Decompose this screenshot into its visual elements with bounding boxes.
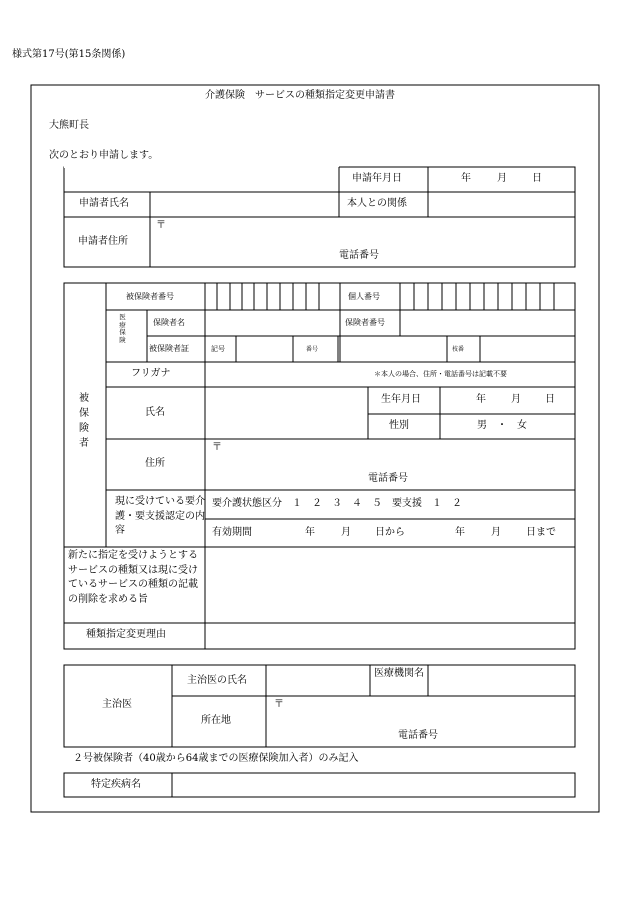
application-date-day[interactable]: 日 <box>532 173 542 184</box>
service-request-label: 新たに指定を受けようとするサービスの種類又は現に受けているサービスの種類の記載の削除を求める旨 <box>68 550 198 605</box>
physician-postal-mark: 〒 <box>274 699 284 710</box>
personal-number-label: 個人番号 <box>348 292 380 301</box>
insurer-name-label: 保険者名 <box>153 318 185 327</box>
birthdate-label: 生年月日 <box>381 394 421 405</box>
medical-insurance-label: 医療保険 <box>119 313 126 344</box>
specific-disease-note: ２号被保険者（40歳から64歳までの医療保険加入者）のみ記入 <box>73 753 359 764</box>
medical-institution-label: 医療機関名 <box>374 668 424 679</box>
furigana-note: ＊本人の場合、住所・電話番号は記載不要 <box>374 370 507 378</box>
insured-section-label: 被保険者 <box>79 393 89 449</box>
relation-label: 本人との関係 <box>347 198 407 209</box>
number-label: 番号 <box>306 346 319 353</box>
form-number: 様式第17号(第15条関係) <box>12 49 126 60</box>
birth-day[interactable]: 日 <box>545 394 555 405</box>
branch-label: 枝番 <box>452 346 465 353</box>
physician-section-label: 主治医 <box>102 699 132 710</box>
insured-address-label: 住所 <box>145 458 165 469</box>
insured-card-label: 被保険者証 <box>149 344 189 353</box>
physician-location-label: 所在地 <box>201 715 231 726</box>
insured-name-label: 氏名 <box>145 407 165 418</box>
insured-phone-label: 電話番号 <box>368 473 408 484</box>
insured-postal-mark: 〒 <box>212 442 222 453</box>
application-date-label: 申請年月日 <box>352 173 402 184</box>
change-reason-label: 種類指定変更理由 <box>86 629 166 640</box>
validity-label: 有効期間 <box>212 527 252 538</box>
physician-phone-label: 電話番号 <box>398 730 438 741</box>
validity-year-2[interactable]: 年 <box>455 527 465 538</box>
document-title: 介護保険 サービスの種類指定変更申請書 <box>205 90 395 101</box>
intro-text: 次のとおり申請します。 <box>49 150 159 161</box>
applicant-address-label: 申請者住所 <box>78 236 128 247</box>
birth-year[interactable]: 年 <box>476 394 486 405</box>
applicant-phone-label: 電話番号 <box>339 250 379 261</box>
validity-until: 日まで <box>526 527 556 538</box>
sex-label: 性別 <box>389 420 409 431</box>
care-level-options[interactable]: 要介護状態区分 １ ２ ３ ４ ５ 要支援 １ ２ <box>212 498 462 509</box>
certification-label: 現に受けている要介護・要支援認定の内容 <box>115 496 205 536</box>
validity-month-2[interactable]: 月 <box>491 527 501 538</box>
specific-disease-label: 特定疾病名 <box>91 779 141 790</box>
validity-from: 日から <box>375 527 405 538</box>
insurer-number-label: 保険者番号 <box>345 318 385 327</box>
insured-number-label: 被保険者番号 <box>126 292 174 301</box>
symbol-label: 記号 <box>211 345 225 353</box>
application-date-year[interactable]: 年 <box>461 173 471 184</box>
applicant-postal-mark: 〒 <box>156 220 166 231</box>
furigana-label: フリガナ <box>131 368 171 379</box>
physician-table <box>64 665 575 747</box>
applicant-name-label: 申請者氏名 <box>79 198 129 209</box>
validity-year-1[interactable]: 年 <box>305 527 315 538</box>
physician-name-label: 主治医の氏名 <box>187 675 247 686</box>
addressee: 大熊町長 <box>49 120 89 131</box>
birth-month[interactable]: 月 <box>511 394 521 405</box>
sex-options[interactable]: 男 ・ 女 <box>477 420 527 431</box>
validity-month-1[interactable]: 月 <box>341 527 351 538</box>
application-date-month[interactable]: 月 <box>497 173 507 184</box>
